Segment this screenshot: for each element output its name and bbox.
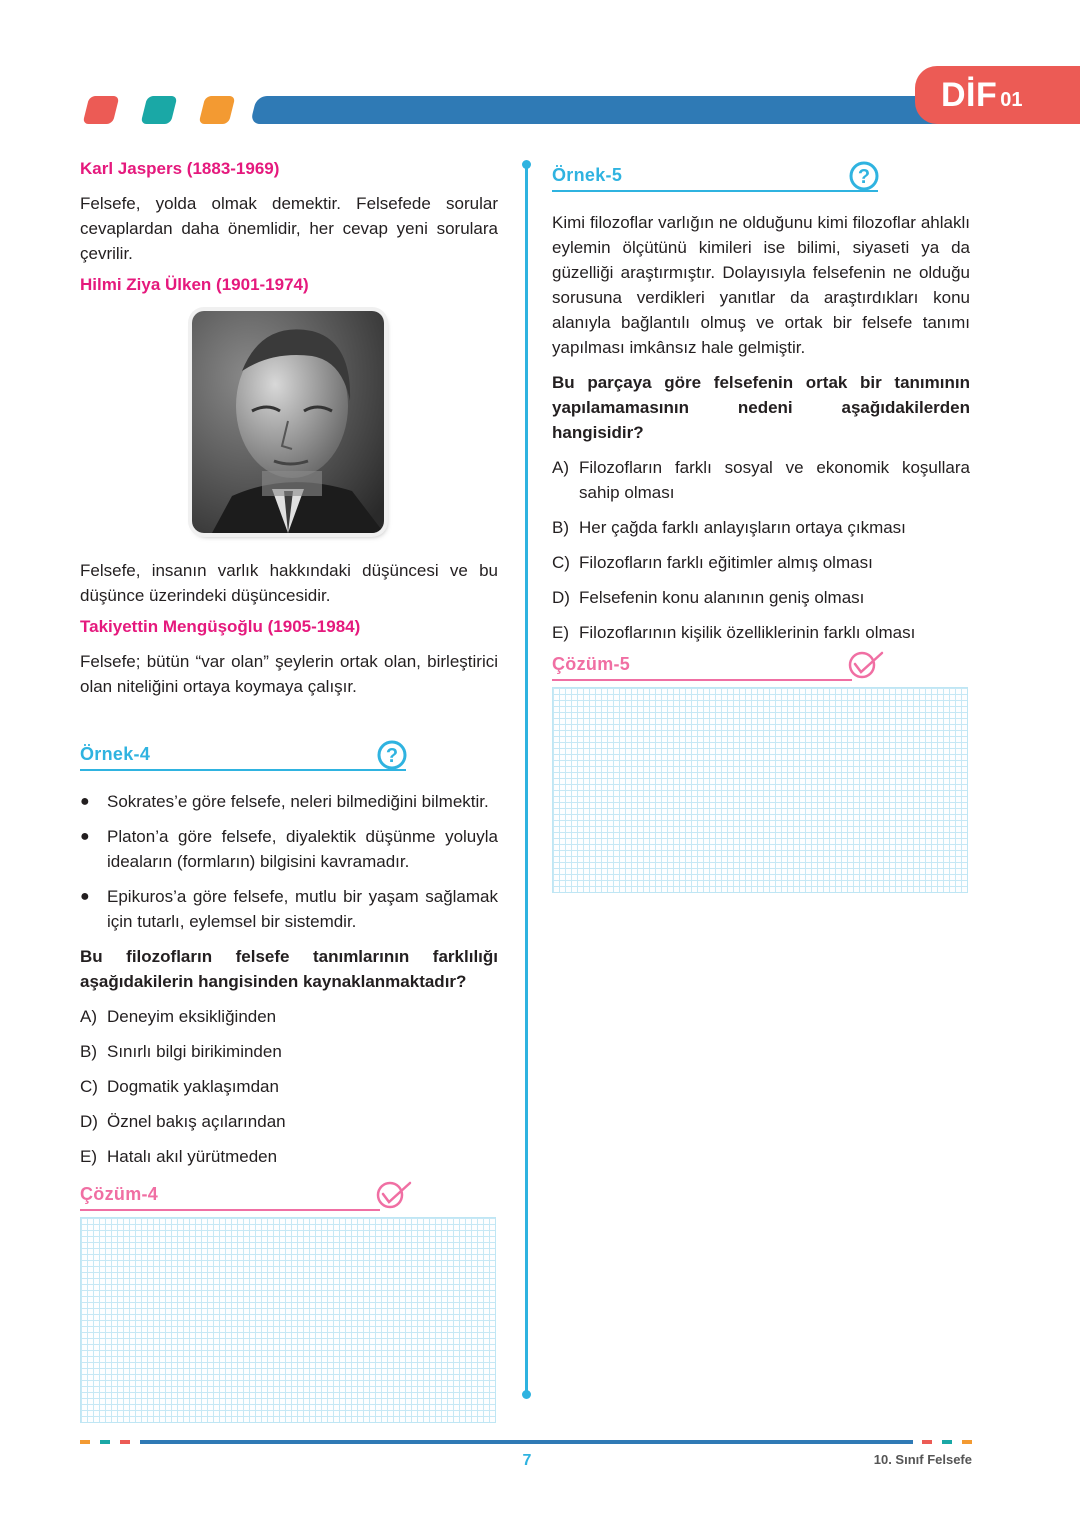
option-b[interactable]: B) Sınırlı bilgi birikiminden bbox=[80, 1042, 282, 1061]
example-5-header bbox=[552, 160, 878, 192]
example-4-question: Bu filozofların felsefe tanımlarının farklılığı aşağıdakilerin hangisinden kaynaklanmaktadır? bbox=[80, 947, 498, 991]
question-icon bbox=[848, 160, 880, 192]
header-bar bbox=[250, 96, 1017, 124]
author-ulken: Hilmi Ziya Ülken (1901-1974) bbox=[80, 275, 309, 294]
solution-4-title: Çözüm-4 bbox=[80, 1184, 159, 1204]
option-e[interactable]: E) Filozoflarının kişilik özelliklerinin farklı olması bbox=[552, 623, 916, 642]
option-b[interactable]: B) Her çağda farklı anlayışların ortaya çıkması bbox=[552, 518, 906, 537]
question-icon bbox=[376, 739, 408, 771]
header-shape-red bbox=[83, 96, 120, 124]
left-column bbox=[80, 150, 498, 1423]
example-5-options bbox=[552, 455, 970, 645]
footer-bar bbox=[140, 1440, 913, 1444]
footer-seg-teal bbox=[942, 1440, 952, 1444]
divider-bottom-dot bbox=[522, 1390, 531, 1399]
unit-number: 01 bbox=[1000, 88, 1023, 111]
option-c[interactable]: C) Filozofların farklı eğitimler almış olması bbox=[552, 553, 873, 572]
solution-4-grid[interactable] bbox=[80, 1217, 496, 1423]
example-5-passage: Kimi filozoflar varlığın ne olduğunu kimi filozoflar ahlaklı eylemin ölçütünü kimileri ise bilimi, siyaseti ya da güzelliği araştırmıştır. Dolayısıyla felsefenin ne olduğu sorusuna verdikleri yanıtlar da araştırdıkları konu alanıyla bağlantılı olmuş ve ortak bir felsefe tanımı yapılması imkânsız hale gelmiştir. bbox=[552, 213, 970, 357]
solution-4-header bbox=[80, 1179, 380, 1211]
footer-seg-orange bbox=[80, 1440, 90, 1444]
example-4-options bbox=[80, 1004, 498, 1169]
check-circle-icon bbox=[846, 647, 886, 681]
footer-seg-teal bbox=[100, 1440, 110, 1444]
portrait-photo bbox=[192, 311, 384, 533]
unit-tab bbox=[915, 66, 1080, 124]
author-mengusoglu: Takiyettin Mengüşoğlu (1905-1984) bbox=[80, 617, 361, 636]
header-shape-orange bbox=[199, 96, 236, 124]
option-a[interactable]: A) Filozofların farklı sosyal ve ekonomik koşullara sahip olması bbox=[552, 458, 970, 502]
example-5-title: Örnek-5 bbox=[552, 165, 623, 185]
header-shape-teal bbox=[141, 96, 178, 124]
solution-5-header bbox=[552, 649, 852, 681]
solution-5-title: Çözüm-5 bbox=[552, 654, 631, 674]
check-circle-icon bbox=[374, 1177, 414, 1211]
footer-seg-red bbox=[922, 1440, 932, 1444]
footer-seg-red bbox=[120, 1440, 130, 1444]
svg-text:?: ? bbox=[857, 166, 871, 188]
svg-text:?: ? bbox=[385, 745, 399, 767]
example-5-question: Bu parçaya göre felsefenin ortak bir tanımının yapılamamasının nedeni aşağıdakilerden hangisidir? bbox=[552, 373, 970, 442]
option-c[interactable]: C) Dogmatik yaklaşımdan bbox=[80, 1077, 279, 1096]
option-a[interactable]: A) Deneyim eksikliğinden bbox=[80, 1007, 277, 1026]
page-number: 7 bbox=[522, 1452, 532, 1469]
book-title: 10. Sınıf Felsefe bbox=[873, 1452, 972, 1467]
author-jaspers: Karl Jaspers (1883-1969) bbox=[80, 159, 280, 178]
example-4-title: Örnek-4 bbox=[80, 744, 151, 764]
option-e[interactable]: E) Hatalı akıl yürütmeden bbox=[80, 1147, 278, 1166]
column-divider bbox=[525, 164, 528, 1394]
quote-mengusoglu: Felsefe; bütün “var olan” şeylerin ortak olan, birleştirici olan niteliğini ortaya koymaya çalışır. bbox=[80, 652, 498, 696]
list-item: ● Platon’a göre felsefe, diyalektik düşünme yoluyla ideaların (formların) bilgisini kavramadır. bbox=[80, 827, 498, 871]
footer-seg-orange bbox=[962, 1440, 972, 1444]
unit-code: DİF bbox=[941, 75, 998, 114]
quote-jaspers: Felsefe, yolda olmak demektir. Felsefede sorular cevaplardan daha önemlidir, her cevap yeni sorulara çevrilir. bbox=[80, 194, 498, 263]
option-d[interactable]: D) Öznel bakış açılarından bbox=[80, 1112, 286, 1131]
example-4-bullets bbox=[80, 789, 498, 934]
option-d[interactable]: D) Felsefenin konu alanının geniş olması bbox=[552, 588, 865, 607]
list-item: ● Sokrates’e göre felsefe, neleri bilmediğini bilmektir. bbox=[80, 792, 489, 811]
example-4-header bbox=[80, 739, 406, 771]
right-column bbox=[552, 150, 970, 893]
quote-ulken: Felsefe, insanın varlık hakkındaki düşüncesi ve bu düşünce üzerindeki düşüncesidir. bbox=[80, 561, 498, 605]
solution-5-grid[interactable] bbox=[552, 687, 968, 893]
list-item: ● Epikuros’a göre felsefe, mutlu bir yaşam sağlamak için tutarlı, eylemsel bir sistemdir. bbox=[80, 887, 498, 931]
portrait-image bbox=[192, 311, 384, 533]
